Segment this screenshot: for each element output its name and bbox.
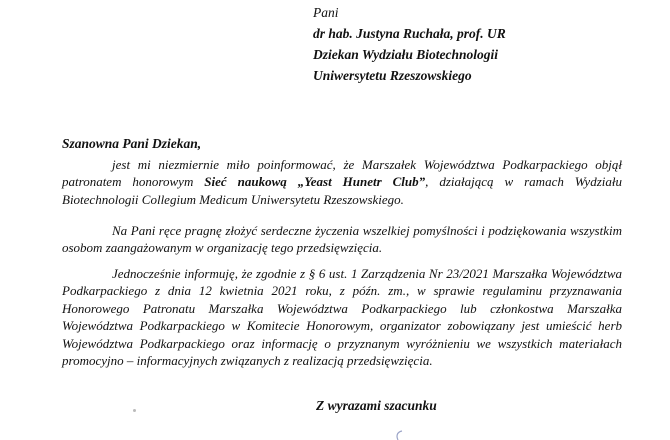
paragraph-patronage-before: jest mi niezmiernie miło poinformować, że Marszałek Województwa Podkarpackiego objął patronatem honorowym: [62, 157, 622, 190]
addressee-university: Uniwersytetu Rzeszowskiego: [313, 68, 472, 83]
scan-mark: [133, 409, 136, 412]
paragraph-patronage-after: , działającą w ramach Wydziału Biotechnologii Collegium Medicum Uniwersytetu Rzeszowskiego.: [62, 174, 622, 207]
paragraph-wishes-text: Na Pani ręce pragnę złożyć serdeczne życzenia wszelkiej pomyślności i podziękowania wszystkim osobom zaangażowanym w organizację tego przedsięwzięcia.: [62, 223, 622, 256]
addressee-block: [313, 2, 506, 86]
salutation: Szanowna Pani Dziekan,: [62, 136, 202, 151]
addressee-name: dr hab. Justyna Ruchała, prof. UR: [313, 26, 506, 41]
closing-phrase: Z wyrazami szacunku: [316, 398, 437, 413]
paragraph-patronage: [62, 156, 622, 208]
addressee-title: Pani: [313, 5, 339, 20]
signature-stroke-icon: [392, 426, 406, 440]
paragraph-wishes: [62, 222, 622, 257]
paragraph-regulations: [62, 265, 622, 369]
addressee-position: Dziekan Wydziału Biotechnologii: [313, 47, 499, 62]
club-name: Sieć naukową „Yeast Hunetr Club”: [204, 174, 426, 190]
paragraph-regulations-text: Jednocześnie informuję, że zgodnie z § 6 ust. 1 Zarządzenia Nr 23/2021 Marszałka Województwa Podkarpackiego z dnia 12 kwietnia 2021 roku, z późn. zm., w sprawie regulaminu przyznawania Honorowego Patronatu Marszałka Województwa Podkarpackiego lub członkostwa Marszałka Województwa Podkarpackiego w Komitecie Honorowym, organizator zobowiązany jest umieścić herb Województwa Podkarpackiego oraz informację o przyznanym wyróżnieniu we wszystkich materiałach promocyjno – informacyjnych związanych z realizacją przedsięwzięcia.: [62, 266, 622, 369]
